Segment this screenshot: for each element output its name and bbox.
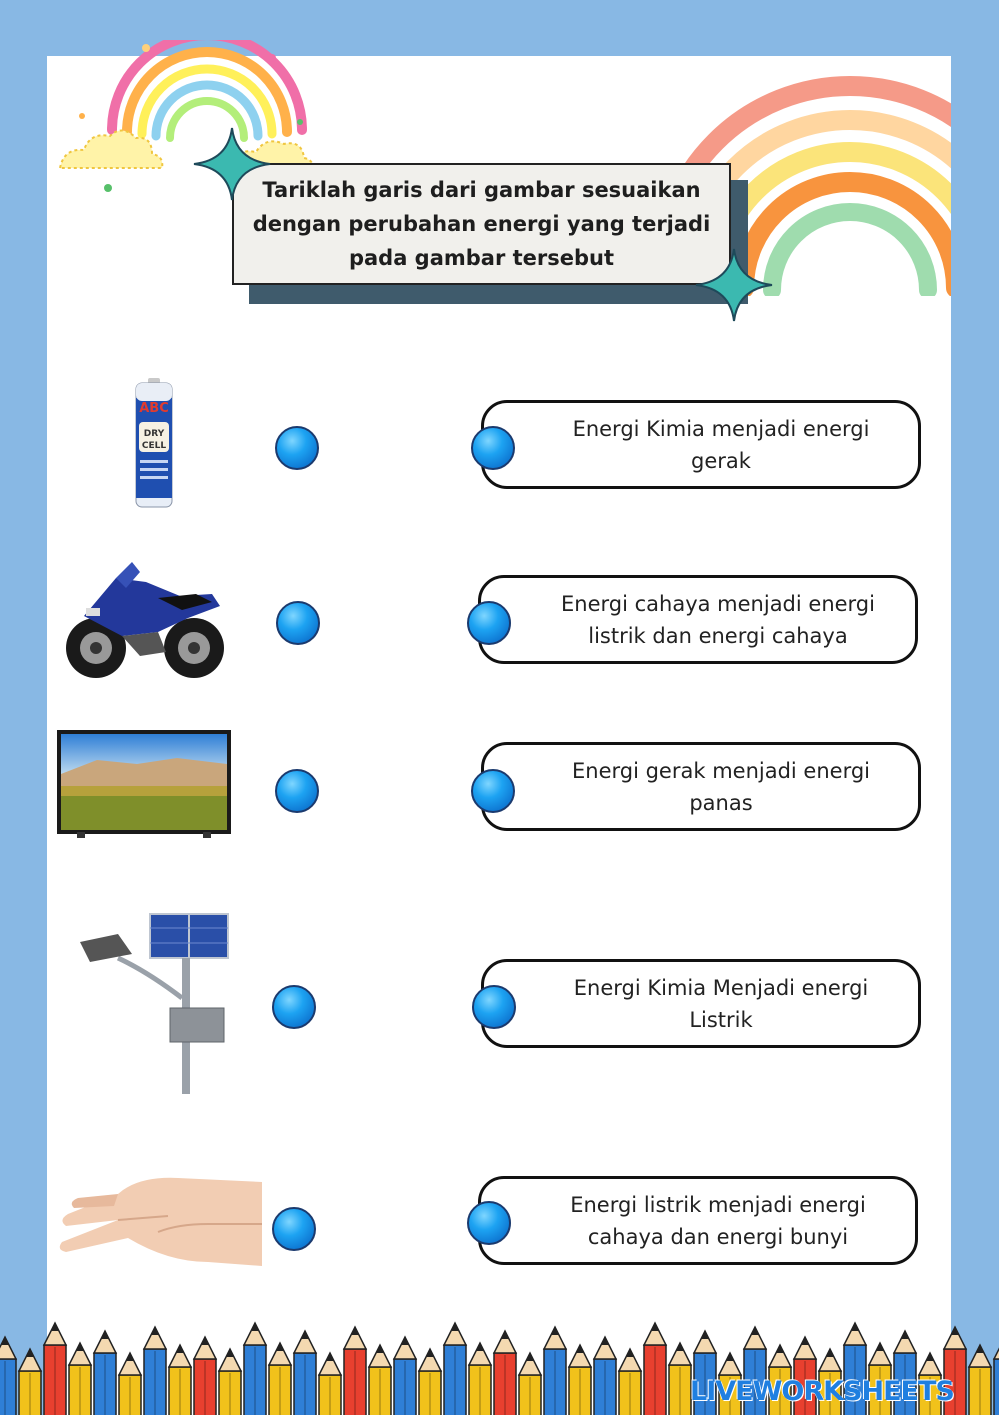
answer-text-3: Energi gerak menjadi energi panas xyxy=(572,758,870,815)
instruction-box xyxy=(232,163,731,285)
star-icon xyxy=(694,247,774,323)
match-dot-right-2[interactable] xyxy=(467,601,511,645)
svg-text:CELL: CELL xyxy=(141,441,167,451)
pencil-icon xyxy=(144,1327,166,1415)
pencil-icon xyxy=(169,1345,191,1415)
pencil-icon xyxy=(519,1353,541,1415)
pencil-icon xyxy=(369,1345,391,1415)
television-picture xyxy=(57,730,231,838)
television-icon xyxy=(57,730,231,838)
pencil-icon xyxy=(44,1323,66,1415)
answer-box-4 xyxy=(481,959,921,1048)
rubbing-hands-picture xyxy=(58,1168,262,1276)
star-icon xyxy=(192,126,272,202)
answer-box-3 xyxy=(481,742,921,831)
match-dot-left-4[interactable] xyxy=(272,985,316,1029)
pencil-icon xyxy=(119,1353,141,1415)
pencil-icon xyxy=(494,1331,516,1415)
pencil-icon xyxy=(594,1337,616,1415)
pencil-icon xyxy=(394,1337,416,1415)
solar-street-light-icon xyxy=(78,912,230,1096)
pencil-icon xyxy=(969,1345,991,1415)
battery-picture xyxy=(134,378,174,510)
pencil-icon xyxy=(94,1331,116,1415)
rubbing-hands-icon xyxy=(58,1168,262,1276)
solar-street-light-picture xyxy=(78,912,230,1096)
answer-text-2: Energi cahaya menjadi energi listrik dan energi cahaya xyxy=(561,591,875,648)
match-dot-right-5[interactable] xyxy=(467,1201,511,1245)
pencil-icon xyxy=(194,1337,216,1415)
pencil-icon xyxy=(69,1343,91,1415)
battery-icon xyxy=(134,378,174,510)
match-dot-right-1[interactable] xyxy=(471,426,515,470)
pencil-icon xyxy=(444,1323,466,1415)
match-dot-left-2[interactable] xyxy=(276,601,320,645)
match-dot-right-3[interactable] xyxy=(471,769,515,813)
pencil-icon xyxy=(0,1337,16,1415)
answer-text-5: Energi listrik menjadi energi cahaya dan energi bunyi xyxy=(570,1192,866,1249)
match-dot-left-1[interactable] xyxy=(275,426,319,470)
liveworksheets-logo-text: LIVEWORKSHEETS xyxy=(690,1376,954,1407)
answer-text-1: Energi Kimia menjadi energi gerak xyxy=(572,416,870,473)
pencil-icon xyxy=(244,1323,266,1415)
pencil-icon xyxy=(419,1349,441,1415)
pencil-icon xyxy=(19,1349,41,1415)
pencil-icon xyxy=(544,1327,566,1415)
pencil-icon xyxy=(319,1353,341,1415)
answer-box-5 xyxy=(478,1176,918,1265)
match-dot-left-5[interactable] xyxy=(272,1207,316,1251)
pencil-icon xyxy=(219,1349,241,1415)
pencil-icon xyxy=(469,1343,491,1415)
pencil-icon xyxy=(619,1349,641,1415)
pencil-icon xyxy=(269,1343,291,1415)
answer-box-1 xyxy=(481,400,921,489)
match-dot-left-3[interactable] xyxy=(275,769,319,813)
pencil-icon xyxy=(344,1327,366,1415)
motorcycle-picture xyxy=(62,558,232,684)
battery-brand: ABC xyxy=(139,401,169,416)
answer-box-2 xyxy=(478,575,918,664)
instruction-text: Tariklah garis dari gambar sesuaikan dengan perubahan energi yang terjadi pada gambar tersebut xyxy=(252,178,711,270)
liveworksheets-logo xyxy=(690,1376,954,1407)
pencil-icon xyxy=(569,1345,591,1415)
pencil-icon xyxy=(644,1323,666,1415)
motorcycle-icon xyxy=(62,558,232,684)
pencil-icon xyxy=(294,1331,316,1415)
match-dot-right-4[interactable] xyxy=(472,985,516,1029)
svg-text:DRY: DRY xyxy=(143,429,165,439)
pencil-icon xyxy=(669,1343,691,1415)
answer-text-4: Energi Kimia Menjadi energi Listrik xyxy=(573,975,869,1032)
pencil-icon xyxy=(994,1337,999,1415)
